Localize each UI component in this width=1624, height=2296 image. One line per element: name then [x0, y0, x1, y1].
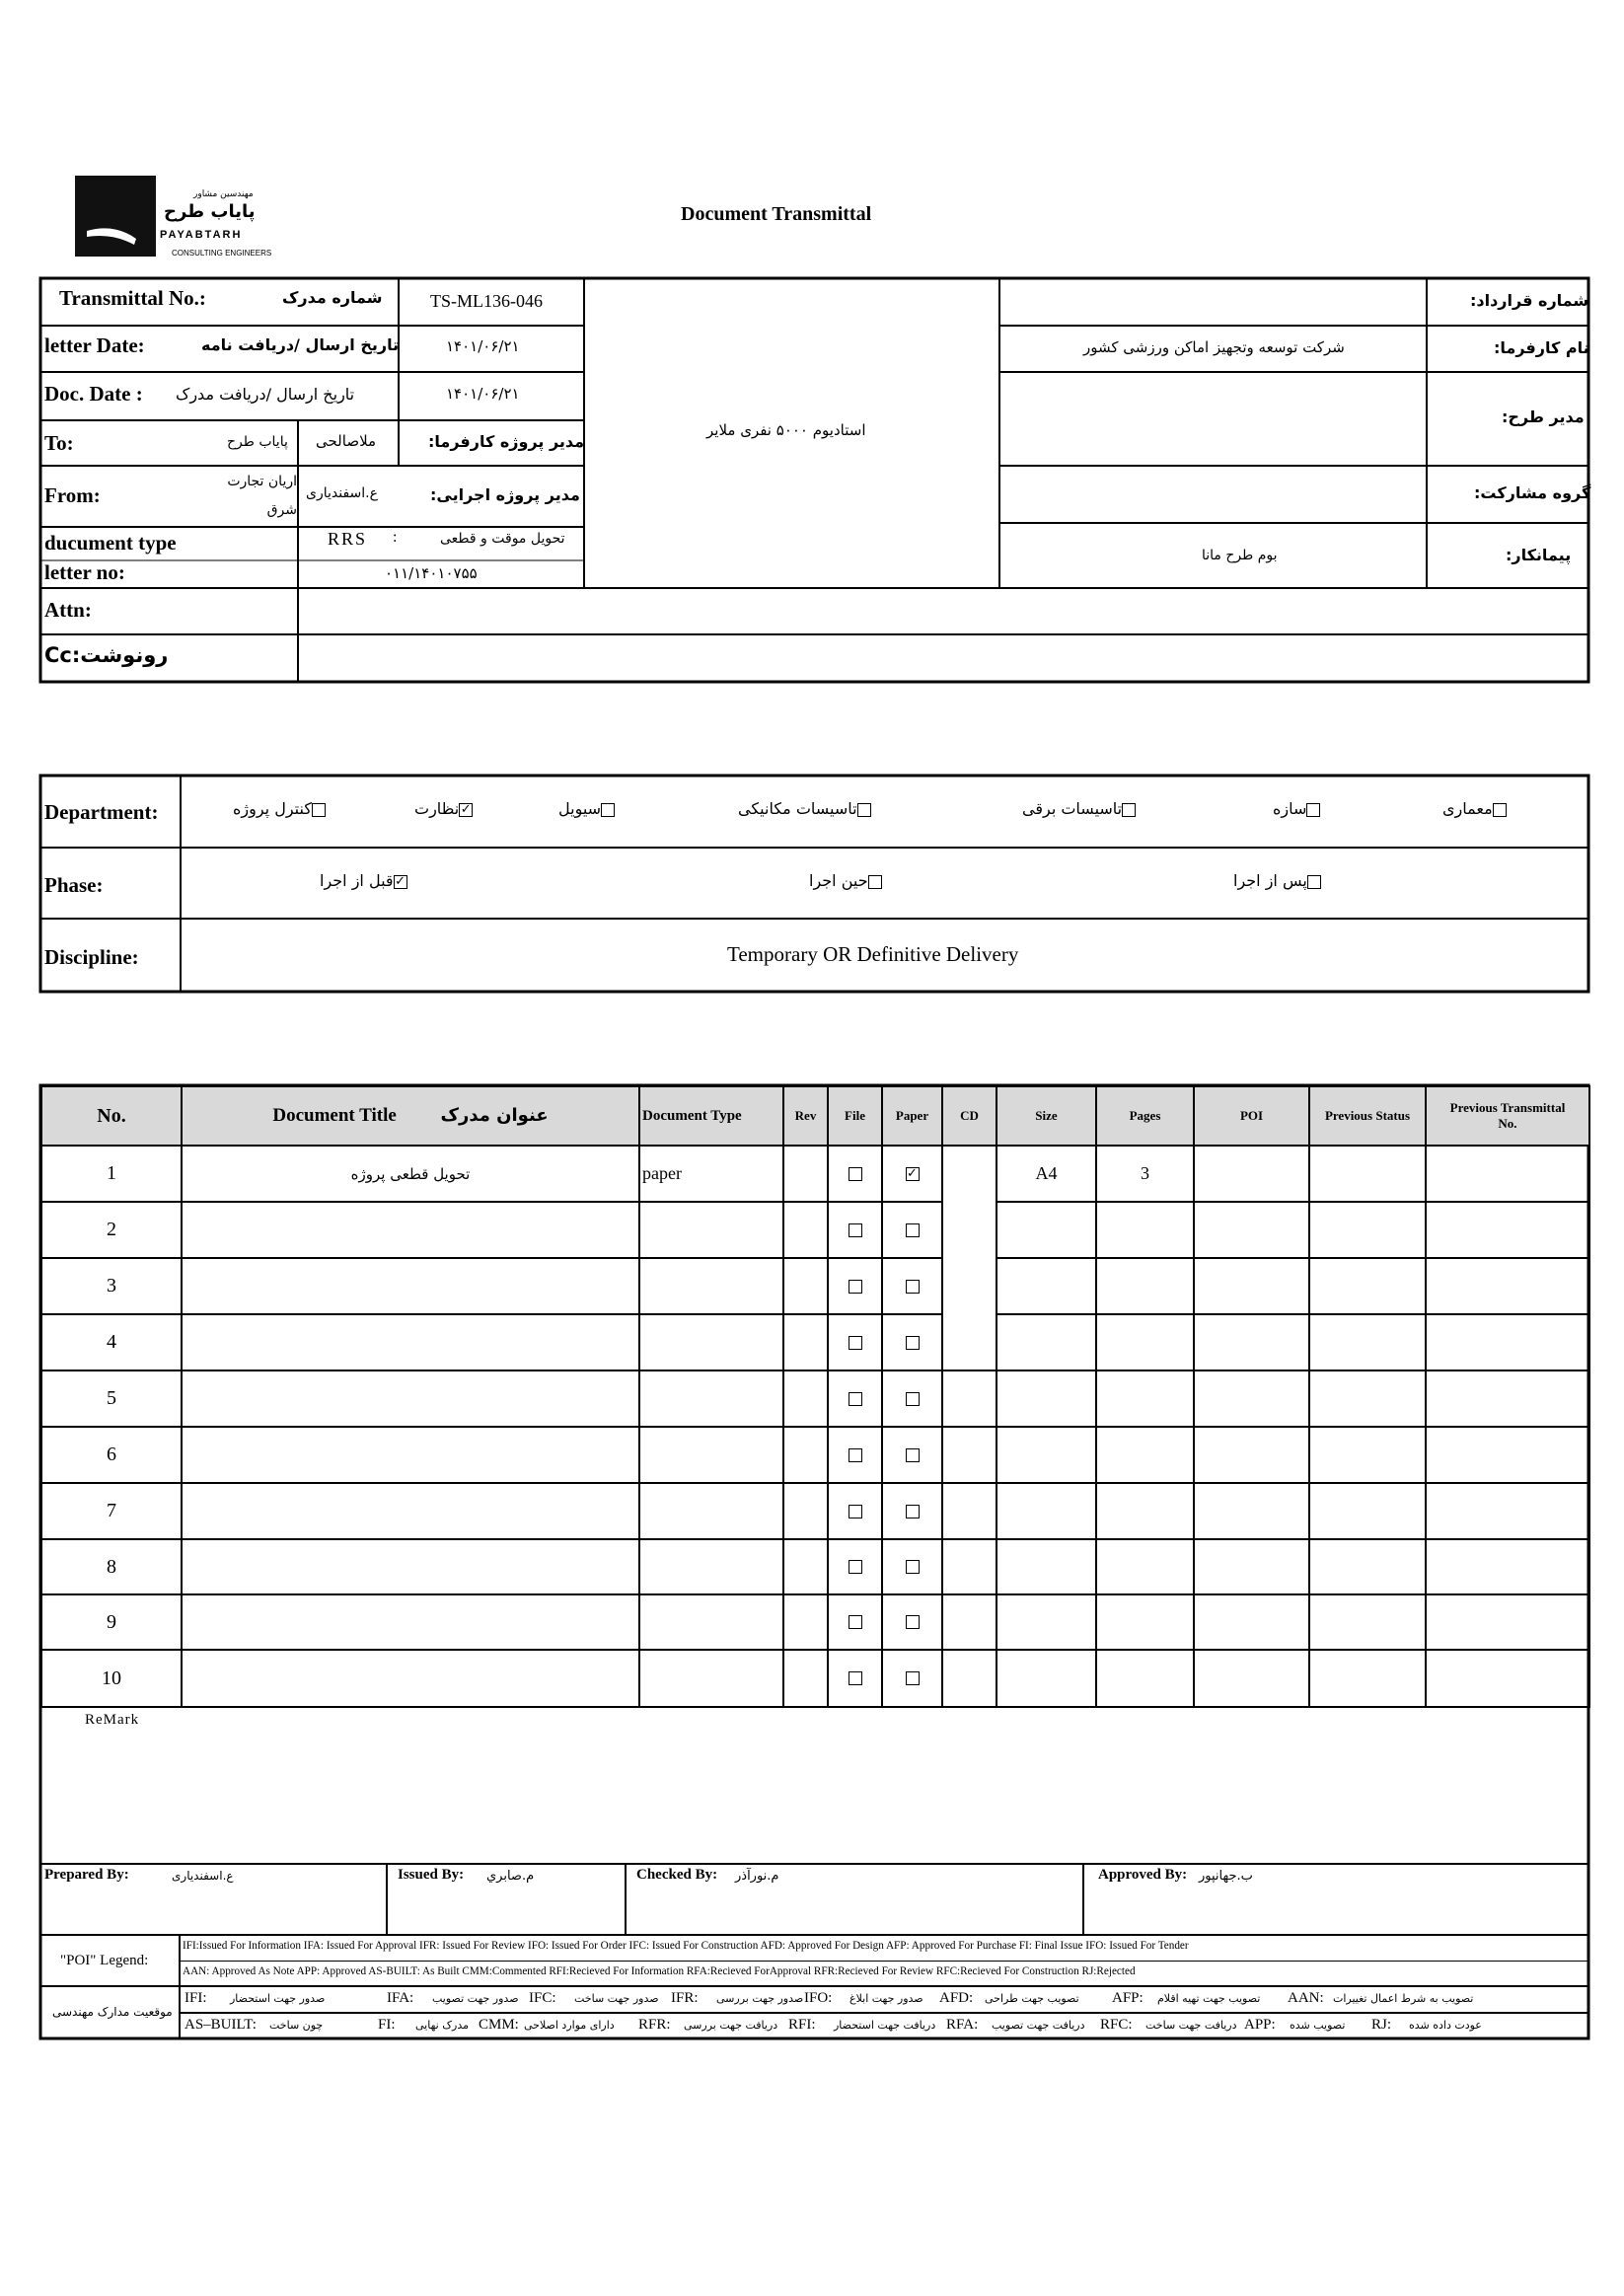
attn-label: Attn:	[44, 598, 92, 622]
table-row	[41, 1594, 1589, 1650]
header-document-type: Document Type	[639, 1086, 783, 1146]
header-previous-transmittal: Previous Transmittal No.	[1426, 1086, 1589, 1146]
header-poi: POI	[1194, 1086, 1309, 1146]
legend-code: RJ:	[1371, 2017, 1392, 2033]
legend-code: IFR:	[671, 1990, 699, 2006]
department-option-label: سیویل	[558, 799, 602, 818]
row-paper	[882, 1202, 942, 1258]
department-checkbox[interactable]: ✓	[460, 801, 472, 817]
file-checkbox[interactable]	[849, 1223, 862, 1237]
logo-en-name: PAYABTARH	[160, 229, 243, 241]
row-document-type	[639, 1650, 783, 1707]
row-poi	[1194, 1594, 1309, 1650]
project-name: استادیوم ۵۰۰۰ نفری ملایر	[706, 421, 866, 439]
row-paper	[882, 1146, 942, 1202]
row-poi	[1194, 1146, 1309, 1202]
paper-checkbox[interactable]	[906, 1448, 920, 1462]
row-number: 10	[41, 1650, 182, 1707]
file-checkbox[interactable]	[849, 1167, 862, 1181]
legend-desc: دریافت جهت بررسی	[684, 2019, 778, 2032]
legend-desc: دریافت جهت تصویب	[992, 2019, 1085, 2032]
row-previous-status	[1309, 1258, 1426, 1314]
row-file	[828, 1427, 882, 1483]
checked-label: Checked By:	[636, 1867, 718, 1883]
row-previous-status	[1309, 1650, 1426, 1707]
row-previous-transmittal	[1426, 1314, 1589, 1370]
row-previous-transmittal	[1426, 1258, 1589, 1314]
legend-code: RFI:	[788, 2017, 816, 2033]
checked-name: م.نورآذر	[735, 1869, 779, 1884]
row-size	[997, 1314, 1096, 1370]
row-rev	[783, 1146, 828, 1202]
department-option[interactable]	[414, 799, 488, 818]
row-previous-transmittal	[1426, 1483, 1589, 1539]
partnership-label: گروه مشارکت:	[1474, 483, 1591, 502]
row-file	[828, 1258, 882, 1314]
header-pages: Pages	[1096, 1086, 1194, 1146]
from-label: From:	[44, 483, 101, 507]
legend-desc: تصویب شده	[1290, 2019, 1346, 2032]
row-title	[182, 1370, 639, 1427]
doc-date-value: ۱۴۰۱/۰۶/۲۱	[446, 385, 520, 403]
legend-code: FI:	[378, 2017, 396, 2033]
row-pages: 3	[1096, 1146, 1194, 1202]
legend-code: AAN:	[1288, 1990, 1324, 2006]
legend-line-2-text: AAN: Approved As Note APP: Approved AS-BUILT: As Built CMM:Commented RFI:Recieved For Information RFA:Recieved ForApproval RFR:Recieved For Review RFC:Recieved For Construction RJ:Rejected	[183, 1965, 1136, 1977]
issued-label: Issued By:	[398, 1867, 465, 1883]
table-row	[41, 1202, 1589, 1258]
letter-date-label: letter Date:	[44, 333, 145, 357]
department-option-label: تاسیسات مکانیکی	[738, 799, 857, 818]
issued-cell	[388, 1865, 627, 1934]
page-title: Document Transmittal	[681, 203, 872, 225]
department-checkbox[interactable]	[1122, 803, 1136, 817]
legend-fa-line-1	[181, 1987, 1588, 2014]
fa-legend-cell	[40, 1987, 181, 2038]
row-size	[997, 1483, 1096, 1539]
poi-legend-label: "POI" Legend:	[60, 1953, 149, 1968]
phase-option[interactable]	[1233, 871, 1337, 890]
department-option[interactable]	[738, 799, 887, 818]
row-document-type	[639, 1539, 783, 1594]
row-document-type	[639, 1258, 783, 1314]
from-role-fa: مدیر پروژه اجرایی:	[430, 485, 580, 504]
document-type-label: ducument type	[44, 531, 177, 555]
logo-fa-name: پایاب طرح	[164, 201, 256, 222]
table-row	[41, 1427, 1589, 1483]
document-type-code: RRS	[328, 529, 368, 549]
department-option[interactable]	[1022, 799, 1151, 818]
department-option-label: کنترل پروژه	[233, 799, 312, 818]
row-previous-transmittal	[1426, 1202, 1589, 1258]
table-row	[41, 1258, 1589, 1314]
phase-option[interactable]	[809, 871, 898, 890]
phase-option-label: پس از اجرا	[1233, 871, 1307, 890]
row-number: 7	[41, 1483, 182, 1539]
row-paper	[882, 1483, 942, 1539]
contract-no-label: شماره قرارداد:	[1470, 291, 1589, 310]
doc-date-label: Doc. Date :	[44, 382, 143, 406]
row-number: 5	[41, 1370, 182, 1427]
document-type-value: تحویل موقت و قطعی	[440, 531, 565, 547]
remark-box	[40, 1709, 1588, 1865]
department-option-label: سازه	[1273, 799, 1307, 818]
checked-cell	[627, 1865, 1084, 1934]
letter-no-value: ۰۱۱/۱۴۰۱۰۷۵۵	[385, 564, 478, 582]
row-title	[182, 1594, 639, 1650]
row-cd	[942, 1146, 997, 1370]
legend-code: IFC:	[529, 1990, 556, 2006]
department-option[interactable]	[1442, 799, 1522, 818]
row-document-type	[639, 1370, 783, 1427]
table-header-row	[41, 1086, 1589, 1146]
header-previous-status: Previous Status	[1309, 1086, 1426, 1146]
row-number: 6	[41, 1427, 182, 1483]
row-file	[828, 1314, 882, 1370]
row-paper	[882, 1427, 942, 1483]
phase-option-label: حین اجرا	[809, 871, 868, 890]
row-previous-status	[1309, 1202, 1426, 1258]
legend-desc: صدور جهت استحضار	[230, 1992, 326, 2005]
row-previous-transmittal	[1426, 1594, 1589, 1650]
legend-code: APP:	[1244, 2017, 1276, 2033]
row-pages	[1096, 1202, 1194, 1258]
phase-option[interactable]	[320, 871, 423, 890]
row-document-type	[639, 1483, 783, 1539]
legend-line-2	[181, 1962, 1588, 1987]
row-rev	[783, 1314, 828, 1370]
row-rev	[783, 1258, 828, 1314]
department-label: Department:	[44, 800, 159, 824]
legend-code: RFC:	[1100, 2017, 1133, 2033]
legend-code: AS–BUILT:	[185, 2017, 257, 2033]
row-poi	[1194, 1539, 1309, 1594]
from-person: ع.اسفندیاری	[306, 485, 378, 501]
row-paper	[882, 1594, 942, 1650]
transmittal-no-fa: شماره مدرک	[282, 288, 383, 307]
row-poi	[1194, 1650, 1309, 1707]
table-row	[41, 1539, 1589, 1594]
approved-cell	[1084, 1865, 1588, 1934]
row-file	[828, 1539, 882, 1594]
legend-desc: مدرک نهایی	[415, 2019, 470, 2032]
transmittal-no-value: TS-ML136-046	[430, 291, 543, 311]
legend-desc: دریافت جهت استحضار	[834, 2019, 936, 2032]
file-checkbox[interactable]	[849, 1392, 862, 1406]
file-checkbox[interactable]	[849, 1505, 862, 1518]
row-cd	[942, 1370, 997, 1427]
paper-checkbox[interactable]	[906, 1223, 920, 1237]
legend-line-1-text: IFI:Issued For Information IFA: Issued For Approval IFR: Issued For Review IFO: Issued For Order IFC: Issued For Construction AFD: Approved For Design AFP: Approved For Purchase FI: Final Issue IFO: Issued For Tender	[183, 1940, 1189, 1952]
paper-checkbox[interactable]: ✓	[907, 1165, 918, 1181]
to-role-fa: مدیر پروژه کارفرما:	[428, 432, 585, 451]
header-cd: CD	[942, 1086, 997, 1146]
paper-checkbox[interactable]	[906, 1336, 920, 1350]
discipline-label: Discipline:	[44, 945, 139, 969]
row-title	[182, 1650, 639, 1707]
row-pages	[1096, 1427, 1194, 1483]
phase-label: Phase:	[44, 873, 104, 897]
row-previous-transmittal	[1426, 1370, 1589, 1427]
row-pages	[1096, 1483, 1194, 1539]
row-previous-status	[1309, 1594, 1426, 1650]
header-paper: Paper	[882, 1086, 942, 1146]
discipline-value: Temporary OR Definitive Delivery	[727, 942, 1019, 966]
legend-desc: عودت داده شده	[1409, 2019, 1482, 2032]
legend-code: RFA:	[946, 2017, 979, 2033]
header-title	[182, 1086, 639, 1146]
row-number: 8	[41, 1539, 182, 1594]
row-pages	[1096, 1370, 1194, 1427]
to-person: ملاصالحی	[316, 432, 377, 450]
fa-legend-label: موقعیت مدارک مهندسی	[52, 2005, 173, 2019]
row-title	[182, 1539, 639, 1594]
paper-checkbox[interactable]	[906, 1615, 920, 1629]
legend-code: CMM:	[479, 2017, 519, 2033]
file-checkbox[interactable]	[849, 1280, 862, 1294]
table-row	[41, 1650, 1589, 1707]
approved-label: Approved By:	[1098, 1867, 1188, 1883]
legend-desc: دارای موارد اصلاحی	[524, 2019, 615, 2032]
letter-date-value: ۱۴۰۱/۰۶/۲۱	[446, 337, 520, 355]
row-document-type	[639, 1314, 783, 1370]
prepared-label: Prepared By:	[44, 1867, 129, 1883]
department-option-label: معماری	[1442, 799, 1493, 818]
department-checkbox[interactable]	[1493, 803, 1507, 817]
row-previous-status	[1309, 1370, 1426, 1427]
row-file	[828, 1202, 882, 1258]
row-size	[997, 1650, 1096, 1707]
legend-desc: دریافت جهت ساخت	[1145, 2019, 1237, 2032]
legend-desc: تصویب به شرط اعمال تغییرات	[1333, 1992, 1474, 2005]
row-document-type	[639, 1427, 783, 1483]
row-size	[997, 1594, 1096, 1650]
row-size	[997, 1539, 1096, 1594]
file-checkbox[interactable]	[849, 1615, 862, 1629]
doc-date-fa: تاریخ ارسال /دریافت مدرک	[176, 385, 355, 404]
logo-en-sub: CONSULTING ENGINEERS	[172, 249, 272, 258]
row-size	[997, 1427, 1096, 1483]
file-checkbox[interactable]	[849, 1336, 862, 1350]
logo-fa-small: مهندسین مشاور	[193, 189, 254, 199]
row-file	[828, 1146, 882, 1202]
department-checkbox[interactable]	[857, 803, 871, 817]
row-pages	[1096, 1314, 1194, 1370]
row-document-type: paper	[639, 1146, 783, 1202]
department-checkbox[interactable]	[601, 803, 615, 817]
row-poi	[1194, 1483, 1309, 1539]
legend-fa-line-2	[181, 2014, 1588, 2038]
legend-code: IFO:	[804, 1990, 833, 2006]
row-poi	[1194, 1370, 1309, 1427]
row-size	[997, 1258, 1096, 1314]
row-previous-transmittal	[1426, 1427, 1589, 1483]
row-previous-transmittal	[1426, 1146, 1589, 1202]
row-pages	[1096, 1258, 1194, 1314]
row-file	[828, 1594, 882, 1650]
table-row	[41, 1146, 1589, 1202]
row-document-type	[639, 1202, 783, 1258]
document-type-colon: :	[393, 529, 398, 546]
row-title	[182, 1314, 639, 1370]
contractor-label: پیمانکار:	[1506, 546, 1572, 564]
row-rev	[783, 1202, 828, 1258]
header-no: No.	[41, 1086, 182, 1146]
legend-desc: صدور جهت ساخت	[574, 1992, 659, 2005]
legend-desc: چون ساخت	[269, 2019, 324, 2032]
row-title: تحویل قطعی پروژه	[182, 1146, 639, 1202]
row-previous-status	[1309, 1539, 1426, 1594]
cc-label: Cc:رونوشت	[44, 643, 169, 667]
legend-line-1	[181, 1936, 1588, 1962]
row-previous-transmittal	[1426, 1650, 1589, 1707]
row-paper	[882, 1370, 942, 1427]
remark-label: ReMark	[85, 1712, 140, 1728]
row-pages	[1096, 1539, 1194, 1594]
row-poi	[1194, 1202, 1309, 1258]
row-title	[182, 1202, 639, 1258]
legend-code: IFA:	[387, 1990, 414, 2006]
row-number: 9	[41, 1594, 182, 1650]
row-number: 2	[41, 1202, 182, 1258]
row-paper	[882, 1650, 942, 1707]
row-title	[182, 1258, 639, 1314]
table-row	[41, 1483, 1589, 1539]
department-option-label: نظارت	[414, 799, 460, 818]
header-title-fa: عنوان مدرک	[440, 1105, 549, 1126]
legend-box	[40, 1934, 1588, 2038]
row-document-type	[639, 1594, 783, 1650]
row-cd	[942, 1427, 997, 1483]
legend-desc: صدور جهت بررسی	[716, 1992, 804, 2005]
phase-checkbox[interactable]	[868, 875, 882, 889]
approved-name: ب.جهانپور	[1199, 1869, 1253, 1884]
row-previous-transmittal	[1426, 1539, 1589, 1594]
row-rev	[783, 1370, 828, 1427]
row-number: 4	[41, 1314, 182, 1370]
row-title	[182, 1427, 639, 1483]
document-table	[40, 1085, 1590, 1708]
employer-value: شرکت توسعه وتجهیز اماکن ورزشی کشور	[1083, 338, 1345, 356]
row-size	[997, 1370, 1096, 1427]
department-option[interactable]	[558, 799, 630, 818]
department-option-label: تاسیسات برقی	[1022, 799, 1123, 818]
row-rev	[783, 1427, 828, 1483]
header-size: Size	[997, 1086, 1096, 1146]
department-option[interactable]	[1273, 799, 1336, 818]
row-size: A4	[997, 1146, 1096, 1202]
phase-checkbox[interactable]	[1307, 875, 1321, 889]
from-company: اریان تجارت شرق	[227, 474, 297, 518]
letter-no-label: letter no:	[44, 560, 125, 584]
table-row	[41, 1314, 1589, 1370]
department-option[interactable]	[233, 799, 341, 818]
prepared-cell	[40, 1865, 388, 1934]
contractor-value: بوم طرح مانا	[1202, 548, 1278, 563]
signatures-row	[40, 1865, 1588, 1934]
transmittal-no-label: Transmittal No.:	[59, 286, 206, 310]
row-rev	[783, 1483, 828, 1539]
file-checkbox[interactable]	[849, 1448, 862, 1462]
row-poi	[1194, 1427, 1309, 1483]
row-number: 3	[41, 1258, 182, 1314]
row-rev	[783, 1650, 828, 1707]
row-previous-status	[1309, 1146, 1426, 1202]
legend-desc: تصویب جهت طراحی	[985, 1992, 1079, 2005]
row-file	[828, 1650, 882, 1707]
file-checkbox[interactable]	[849, 1671, 862, 1685]
row-pages	[1096, 1650, 1194, 1707]
row-paper	[882, 1314, 942, 1370]
poi-legend-cell	[40, 1936, 181, 1987]
row-paper	[882, 1539, 942, 1594]
employer-label: نام کارفرما:	[1494, 338, 1589, 357]
legend-desc: تصویب جهت تهیه اقلام	[1157, 1992, 1261, 2005]
file-checkbox[interactable]	[849, 1560, 862, 1574]
row-rev	[783, 1594, 828, 1650]
paper-checkbox[interactable]	[906, 1392, 920, 1406]
header-title-en: Document Title	[272, 1105, 397, 1126]
row-paper	[882, 1258, 942, 1314]
row-poi	[1194, 1314, 1309, 1370]
legend-code: RFR:	[638, 2017, 671, 2033]
to-label: To:	[44, 431, 74, 455]
row-file	[828, 1483, 882, 1539]
phase-option-label: قبل از اجرا	[320, 871, 394, 890]
row-poi	[1194, 1258, 1309, 1314]
row-pages	[1096, 1594, 1194, 1650]
row-previous-status	[1309, 1314, 1426, 1370]
row-number: 1	[41, 1146, 182, 1202]
row-size	[997, 1202, 1096, 1258]
department-checkbox[interactable]	[312, 803, 326, 817]
designer-label: مدیر طرح:	[1502, 407, 1585, 426]
row-cd	[942, 1594, 997, 1650]
issued-name: م.صابري	[486, 1869, 535, 1884]
row-previous-status	[1309, 1427, 1426, 1483]
legend-code: AFP:	[1112, 1990, 1144, 2006]
legend-code: AFD:	[939, 1990, 974, 2006]
department-checkbox[interactable]	[1306, 803, 1320, 817]
paper-checkbox[interactable]	[906, 1560, 920, 1574]
header-rev: Rev	[783, 1086, 828, 1146]
row-cd	[942, 1539, 997, 1594]
phase-checkbox[interactable]: ✓	[395, 873, 406, 889]
paper-checkbox[interactable]	[906, 1505, 920, 1518]
row-previous-status	[1309, 1483, 1426, 1539]
row-title	[182, 1483, 639, 1539]
row-file	[828, 1370, 882, 1427]
letter-date-fa: تاریخ ارسال /دریافت نامه	[201, 335, 400, 354]
paper-checkbox[interactable]	[906, 1671, 920, 1685]
paper-checkbox[interactable]	[906, 1280, 920, 1294]
to-company: پایاب طرح	[227, 434, 288, 450]
row-cd	[942, 1483, 997, 1539]
legend-code: IFI:	[185, 1990, 207, 2006]
row-rev	[783, 1539, 828, 1594]
prepared-name: ع.اسفندیاری	[172, 1869, 234, 1883]
table-row	[41, 1370, 1589, 1427]
row-cd	[942, 1650, 997, 1707]
header-file: File	[828, 1086, 882, 1146]
legend-desc: صدور جهت تصویب	[432, 1992, 519, 2005]
legend-desc: صدور جهت ابلاغ	[849, 1992, 923, 2005]
